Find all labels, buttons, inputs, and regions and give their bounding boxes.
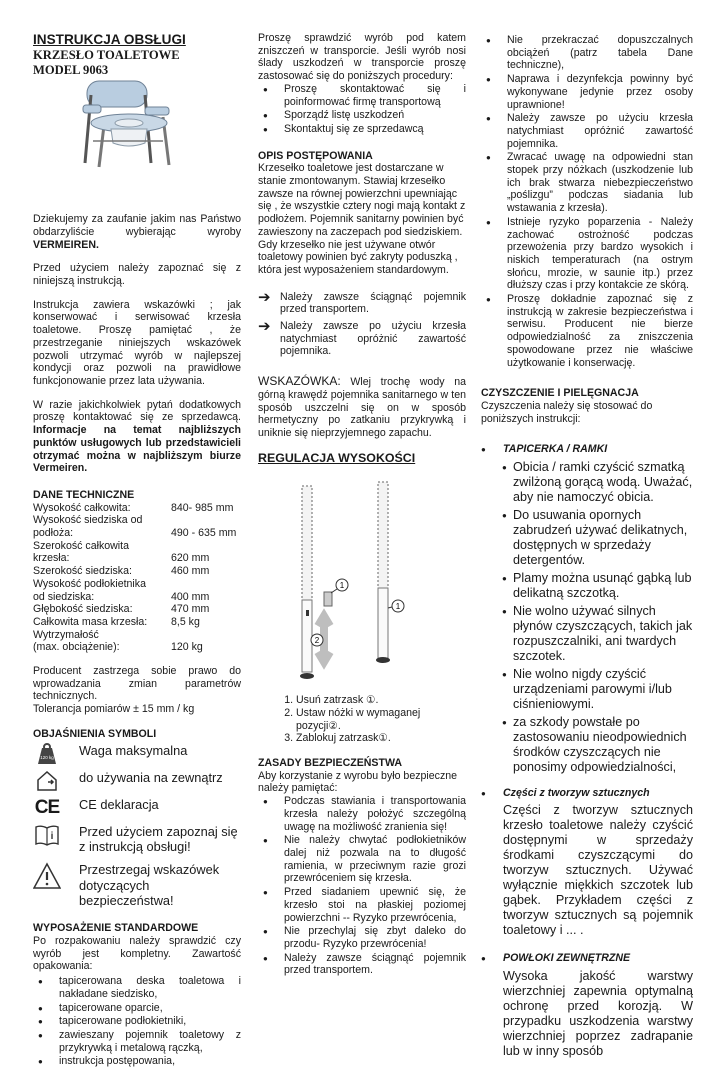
arrow-right-icon: ➔ bbox=[258, 318, 271, 336]
safety-heading: ZASADY BEZPIECZEŃSTWA bbox=[258, 757, 403, 770]
height-step: 1. Usuń zatrzask ①. bbox=[296, 694, 466, 707]
intro-manual-purpose: Instrukcja zawiera wskazówki ; jak konserwować i serwisować krzesła toaletowe. Proszę pamiętać , że przestrzeganie niniejszych wskazówek pozwoli utrzymać wyrób w najlepszej kondycji oraz pozwoli na prawidłowe funkcjonowanie przez lata używania. bbox=[33, 298, 241, 387]
symbol-text: Waga maksymalna bbox=[79, 742, 188, 758]
spec-value: 840- 985 mm bbox=[171, 501, 234, 514]
equipment-heading: WYPOSAŻENIE STANDARDOWE bbox=[33, 922, 199, 935]
tip bbox=[258, 374, 466, 440]
check-item: ● Skontaktuj się ze sprzedawcą bbox=[284, 123, 466, 136]
equipment-item: ● zawieszany pojemnik toaletowy z przykrywką i metalową rączką, bbox=[59, 1029, 241, 1054]
svg-text:i: i bbox=[50, 830, 54, 842]
safety-item: ● Podczas stawiania i transportowania krzesła należy położyć szczególną uwagę na możliwość zranienia się! bbox=[284, 795, 466, 833]
equipment-item: ● tapicerowane podłokietniki, bbox=[59, 1015, 241, 1028]
safety-item: ● Nie przekraczać dopuszczalnych obciążeń (patrz tabela Dane techniczne), bbox=[507, 34, 693, 72]
brand-name: VERMEIREN. bbox=[33, 238, 99, 251]
spec-value bbox=[171, 514, 241, 527]
specs-note: Producent zastrzega sobie prawo do wprowadzania zmian parametrów technicznych. bbox=[33, 665, 241, 703]
arrow-item: ➔ Należy zawsze ściągnąć pojemnik przed transportem. bbox=[258, 288, 466, 316]
equipment-intro: Po rozpakowaniu należy sprawdzić czy wyrób jest kompletny. Zawartość opakowania: bbox=[33, 934, 241, 973]
height-step: 3. Zablokuj zatrzask①. bbox=[296, 732, 466, 745]
check-item: ● Proszę skontaktować się i poinformować firmę transportową bbox=[284, 83, 466, 108]
cleaning-intro: Czyszczenia należy się stosować do poniższych instrukcji: bbox=[481, 399, 653, 425]
safety-list-continued bbox=[481, 34, 693, 369]
safety-item: ● Zwracać uwagę na odpowiedni stan stopek przy nóżkach (uszkodzenie lub ich brak stwarza niebezpieczeństwo „poślizgu” podczas siadania lub wstawania z krzesła). bbox=[507, 151, 693, 215]
spec-value: 460 mm bbox=[171, 565, 210, 578]
svg-text:1: 1 bbox=[339, 580, 345, 590]
spec-value: 490 - 635 mm bbox=[171, 527, 237, 540]
spec-value: 620 mm bbox=[171, 552, 210, 565]
column-right bbox=[481, 34, 693, 1059]
spec-label: krzesła: bbox=[33, 552, 70, 565]
equipment-list bbox=[33, 975, 241, 1068]
safety-item: ● Przed siadaniem upewnić się, że krzesło stoi na płaskiej poziomej powierzchni -- Ryzyko przewrócenia, bbox=[284, 886, 466, 924]
transport-check: Proszę sprawdzić wyrób pod katem zniszczeń w transporcie. Jeśli wyrób nosi ślady uszkodzeń w transporcie proszę zastosować się do poniższych procedury: bbox=[258, 32, 466, 83]
intro-thanks: Dziekujemy za zaufanie jakim nas Państwo obdarzyliście wybierając wyroby bbox=[33, 213, 241, 238]
spec-label: podłoża: bbox=[33, 527, 74, 540]
upholstery-item: ● Plamy można usunąć gąbką lub delikatną szczotką. bbox=[503, 571, 693, 601]
transport-check-list bbox=[258, 83, 466, 136]
spec-label: od siedziska: bbox=[33, 590, 95, 603]
spec-value bbox=[171, 629, 241, 642]
plastic-section bbox=[481, 787, 693, 939]
ce-mark-label: CE bbox=[34, 796, 60, 818]
column-left bbox=[33, 32, 241, 1076]
model-number: MODEL 9063 bbox=[33, 62, 109, 77]
procedure-text: Krzesełko toaletowe jest dostarczane w stanie zmontowanym. Stawiaj krzesełko zawsze na równej powierzchni upewniając się , że wszystkie cztery nogi mają kontakt z podłożem. Pojemnik sanitarny powinien być zawieszony na zaczepach pod siedziskiem. Gdy krzesełko nie jest używane otwór toaletowy powinien być zakryty poduszką , która jest wyposażeniem standardowym. bbox=[258, 162, 466, 276]
spec-label: (max. obciążenie): bbox=[33, 641, 120, 654]
upholstery-item: ● Nie wolno nigdy czyścić urządzeniami parowymi i/lub ciśnieniowymi. bbox=[503, 667, 693, 712]
tip-label: WSKAZÓWKA: bbox=[258, 374, 341, 389]
plastic-heading: ● Części z tworzyw sztucznych bbox=[503, 787, 693, 800]
procedure-arrows bbox=[258, 288, 466, 359]
upholstery-item: ● Nie wolno używać silnych płynów czyszczących, takich jak rozpuszczalniki, ani twardych szczotek. bbox=[503, 604, 693, 664]
safety-item: ● Naprawa i dezynfekcja powinny być wykonywane jedynie przez osoby uprawnione! bbox=[507, 73, 693, 111]
arrow-item: ➔ Należy zawsze po użyciu krzesła natychmiast opróżnić zawartość pojemnika. bbox=[258, 318, 466, 358]
equipment-item: ● tapicerowana deska toaletowa i nakładane siedzisko, bbox=[59, 975, 241, 1000]
spec-value bbox=[171, 578, 241, 591]
commode-chair-photo bbox=[73, 77, 183, 169]
upholstery-list bbox=[481, 460, 693, 775]
upholstery-item: ● Obicia / ramki czyścić szmatką zwilżoną gorącą wodą. Uważać, aby nie namoczyć obicia. bbox=[503, 460, 693, 505]
spec-value bbox=[171, 540, 241, 553]
coatings-heading: ● POWŁOKI ZEWNĘTRZNE bbox=[503, 952, 693, 965]
procedure-heading: OPIS POSTĘPOWANIA bbox=[258, 149, 373, 162]
upholstery-section bbox=[481, 443, 693, 774]
safety-item: ● Istnieje ryzyko poparzenia - Należy zachować ostrożność podczas przewożenia przy bardzo wysokich i niskich temperaturach (na ostrym słońcu, mrozie, w saunie itp.) przez dłuższy czas i przy kontakcie ze skórą. bbox=[507, 216, 693, 292]
symbol-text: CE deklaracja bbox=[79, 796, 159, 812]
upholstery-heading: ● TAPICERKA / RAMKI bbox=[503, 443, 693, 456]
safety-item: ● Proszę dokładnie zapoznać się z instrukcją w zakresie bezpieczeństwa i serwisu. Producent nie bierze odpowiedzialność za zniszczenia spowodowane przez nie właściwe użytkowanie i konserwację. bbox=[507, 293, 693, 369]
svg-text:1: 1 bbox=[395, 601, 401, 611]
spec-label: Wysokość podłokietnika bbox=[33, 577, 146, 590]
weight-icon-label: 120 kg bbox=[40, 754, 54, 760]
safety-intro: Aby korzystanie z wyrobu było bezpieczne należy pamiętać: bbox=[258, 769, 458, 795]
symbol-row bbox=[33, 743, 241, 765]
spec-label: Szerokość całkowita bbox=[33, 539, 129, 552]
symbol-row bbox=[33, 797, 241, 819]
weight-icon bbox=[36, 743, 58, 765]
column-middle bbox=[258, 32, 466, 985]
spec-value: 470 mm bbox=[171, 603, 210, 616]
symbols-heading: OBJAŚNIENIA SYMBOLI bbox=[33, 727, 157, 740]
plastic-text: Części z tworzyw sztucznych krzesło toaletowe należy czyścić dostępnymi w sprzedaży środkami czyszczącymi do tworzyw sztucznych. Używać wyłącznie miękkich szczotek lub gąbek. Przykładem części z tworzyw sztucznych są pojemnik toaletowy i ... . bbox=[503, 803, 693, 938]
symbol-row bbox=[33, 824, 241, 855]
symbol-text: do używania na zewnątrz bbox=[79, 769, 223, 785]
spec-label: Szerokość siedziska: bbox=[33, 565, 132, 578]
specs-table bbox=[33, 502, 241, 654]
specs-heading: DANE TECHNICZNE bbox=[33, 488, 135, 501]
intro-questions: W razie jakichkolwiek pytań dodatkowych proszę kontaktować się ze sprzedawcą. bbox=[33, 398, 241, 424]
intro-service-info: Informacje na temat najbliższych punktów usługowych lub przedstawicieli otrzymać można w najbliższym biurze Vermeiren. bbox=[33, 424, 241, 475]
safety-list bbox=[258, 795, 466, 977]
spec-value: 400 mm bbox=[171, 590, 210, 603]
spec-value: 8,5 kg bbox=[171, 615, 200, 628]
symbol-row bbox=[33, 862, 241, 908]
spec-label: Głębokość siedziska: bbox=[33, 603, 133, 616]
coatings-text: Wysoka jakość warstwy wierzchniej zapewnia optymalną ochronę przed korozją. W przypadku uszkodzenia warstwy wierzchniej poprzez zadrapanie lub w inny sposób bbox=[503, 969, 693, 1058]
equipment-item: ● instrukcja postępowania, bbox=[59, 1055, 241, 1068]
spec-label: Całkowita masa krzesła: bbox=[33, 615, 148, 628]
spec-label: Wysokość siedziska od bbox=[33, 514, 143, 527]
height-steps bbox=[258, 694, 466, 745]
svg-text:2: 2 bbox=[314, 635, 320, 645]
safety-item: ● Należy zawsze po użyciu krzesła natychmiast opróżnić zawartość pojemnika. bbox=[507, 112, 693, 150]
height-heading: REGULACJA WYSOKOŚCI bbox=[258, 450, 416, 465]
warning-icon bbox=[33, 862, 61, 890]
tip-text: Wlej trochę wody na górną krawędź pojemnika sanitarnego w ten sposób uszczelni się on w sposób hermetyczny po zatkaniu przykrywką i uniknie się nieprzyjemnego zapachu. bbox=[258, 376, 466, 439]
spec-label: Wytrzymałość bbox=[33, 628, 99, 641]
read-manual-icon bbox=[34, 824, 60, 846]
product-name: KRZESŁO TOALETOWE bbox=[33, 48, 180, 63]
height-step: 2. Ustaw nóżki w wymaganej pozycji②. bbox=[296, 707, 466, 732]
cleaning-heading: CZYSZCZENIE I PIELĘGNACJA bbox=[481, 387, 639, 400]
arrow-right-icon: ➔ bbox=[258, 288, 271, 306]
outdoor-use-icon bbox=[36, 770, 58, 792]
spec-label: Wysokość całkowita: bbox=[33, 501, 131, 514]
check-item: ● Sporządź listę uszkodzeń bbox=[284, 109, 466, 122]
equipment-item: ● tapicerowane oparcie, bbox=[59, 1002, 241, 1015]
spec-value: 120 kg bbox=[171, 641, 203, 654]
intro-read-first: Przed użyciem należy zapoznać się z niniejszą instrukcją. bbox=[33, 262, 241, 288]
safety-item: ● Należy zawsze ściągnąć pojemnik przed transportem. bbox=[284, 952, 466, 977]
symbol-row bbox=[33, 770, 241, 792]
symbol-text: Przestrzegaj wskazówek dotyczących bezpieczeństwa! bbox=[79, 862, 220, 908]
safety-item: ● Nie przechylaj się zbyt daleko do przodu- Ryzyko przewrócenia! bbox=[284, 925, 466, 950]
symbol-text: Przed użyciem zapoznaj się z instrukcją obsługi! bbox=[79, 823, 238, 854]
document-title: INSTRUKCJA OBSŁUGI bbox=[33, 32, 186, 47]
upholstery-item: ● za szkody powstałe po zastosowaniu nieodpowiednich środków czyszczących nie ponosimy odpowiedzialności, bbox=[503, 715, 693, 775]
ce-mark-icon bbox=[33, 797, 61, 819]
coatings-section bbox=[481, 952, 693, 1059]
upholstery-item: ● Do usuwania opornych zabrudzeń używać delikatnych, dostępnych w sprzedaży detergentów. bbox=[503, 508, 693, 568]
safety-item: ● Nie należy chwytać podłokietników dalej niż pozwala na to długość ramienia, w przeciwnym razie grozi przewróceniem się krzesła. bbox=[284, 834, 466, 885]
specs-tolerance: Tolerancja pomiarów ± 15 mm / kg bbox=[33, 703, 195, 716]
height-adjust-illustration bbox=[260, 480, 410, 685]
